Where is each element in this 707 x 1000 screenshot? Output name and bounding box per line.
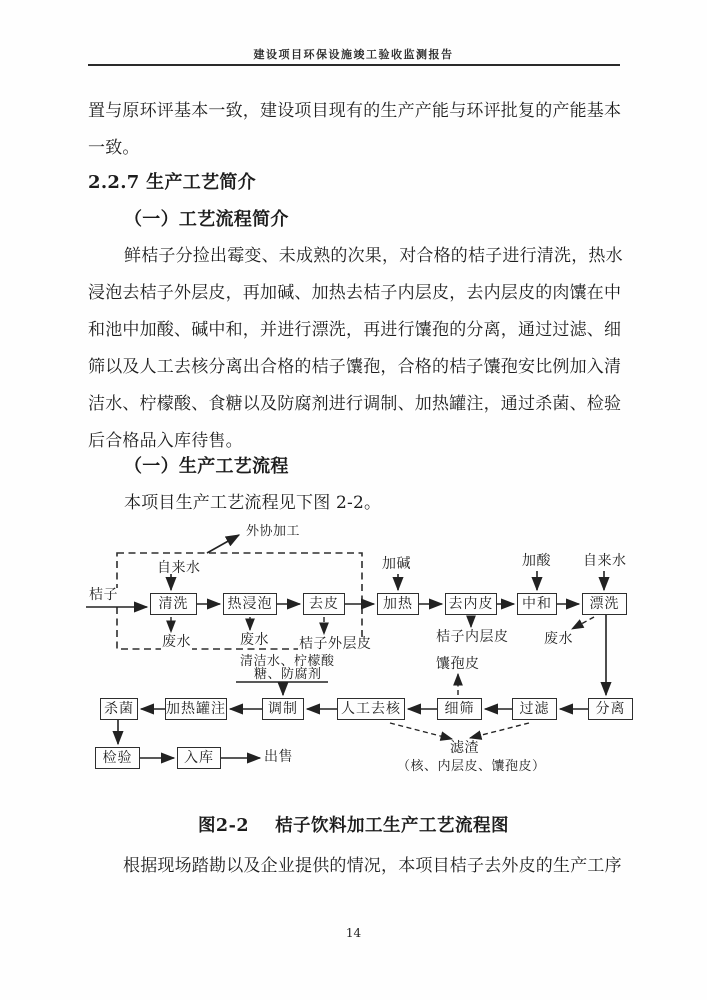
process-box-manual-pit: 人工去核 (337, 698, 405, 720)
section-heading-227: 2.2.7 生产工艺简介 (88, 172, 256, 193)
process-box-hot-soak: 热浸泡 (223, 593, 277, 615)
process-box-blend: 调制 (262, 698, 304, 720)
label-residue-note: （核、内层皮、馕孢皮） (397, 759, 546, 774)
label-filter-residue: 滤渣 (450, 740, 479, 756)
process-box-rinse: 漂洗 (582, 593, 627, 615)
process-box-sterilize: 杀菌 (100, 698, 138, 720)
paragraph-line: 洁水、柠檬酸、食糖以及防腐剂进行调制、加热罐注，通过杀菌、检验 (88, 394, 622, 414)
process-box-inner-peel: 去内皮 (445, 593, 497, 615)
process-box-separate: 分离 (588, 698, 633, 720)
paragraph-line: 本项目生产工艺流程见下图 2-2。 (124, 493, 382, 513)
flow-arrows-layer (60, 525, 670, 790)
label-wastewater-soak: 废水 (240, 632, 269, 648)
label-input-tapwater-left: 自来水 (157, 560, 201, 576)
label-blend-ingredients-2: 糖、防腐剂 (254, 667, 322, 682)
process-flow-diagram (60, 525, 670, 790)
process-box-warehouse: 入库 (177, 747, 221, 769)
subsection-heading-process-flow: （一）生产工艺流程 (124, 456, 289, 477)
process-box-inspect: 检验 (95, 747, 140, 769)
process-box-peel: 去皮 (303, 593, 345, 615)
paragraph-line: 根据现场踏勘以及企业提供的情况，本项目桔子去外皮的生产工序 (123, 856, 622, 876)
figure-title: 桔子饮料加工生产工艺流程图 (275, 816, 510, 836)
process-box-fine-sieve: 细筛 (437, 698, 482, 720)
label-input-tapwater-right: 自来水 (583, 553, 627, 569)
page-number: 14 (345, 926, 362, 940)
label-sac-skin: 馕孢皮 (436, 656, 480, 672)
figure-caption (0, 812, 707, 837)
label-input-acid: 加酸 (522, 553, 551, 569)
paragraph-line: 浸泡去桔子外层皮，再加碱、加热去桔子内层皮，去内层皮的肉馕在中 (88, 283, 622, 303)
paragraph-line: 鲜桔子分捡出霉变、未成熟的次果，对合格的桔子进行清洗，热水 (124, 246, 623, 266)
process-box-heat: 加热 (377, 593, 419, 615)
header-rule (88, 64, 620, 66)
process-box-hot-fill: 加热罐注 (165, 698, 227, 720)
paragraph-line: 置与原环评基本一致，建设项目现有的生产产能与环评批复的产能基本 (88, 101, 622, 121)
paragraph-line: 一致。 (88, 138, 140, 158)
process-box-neutralize: 中和 (517, 593, 557, 615)
label-wastewater-wash: 废水 (162, 634, 191, 650)
label-input-orange: 桔子 (89, 587, 118, 603)
paragraph-line: 和池中加酸、碱中和，并进行漂洗，再进行馕孢的分离，通过过滤、细 (88, 320, 622, 340)
figure-number: 图2-2 (197, 816, 250, 836)
paragraph-line: 筛以及人工去核分离出合格的桔子馕孢，合格的桔子馕孢安比例加入清 (88, 357, 622, 377)
label-input-alkali: 加碱 (382, 556, 411, 572)
label-outsourced-processing: 外协加工 (246, 524, 301, 539)
label-blend-ingredients-1: 清洁水、柠檬酸 (240, 654, 335, 669)
process-box-wash: 清洗 (150, 593, 197, 615)
label-outer-peel: 桔子外层皮 (299, 636, 372, 652)
paragraph-line: 后合格品入库待售。 (88, 431, 243, 451)
label-wastewater-rinse: 废水 (544, 631, 573, 647)
label-inner-peel: 桔子内层皮 (436, 629, 509, 645)
subsection-heading-process-intro: （一）工艺流程简介 (124, 209, 289, 230)
label-sell: 出售 (264, 749, 293, 765)
page-header-title: 建设项目环保设施竣工验收监测报告 (253, 48, 454, 61)
process-box-filter: 过滤 (512, 698, 557, 720)
